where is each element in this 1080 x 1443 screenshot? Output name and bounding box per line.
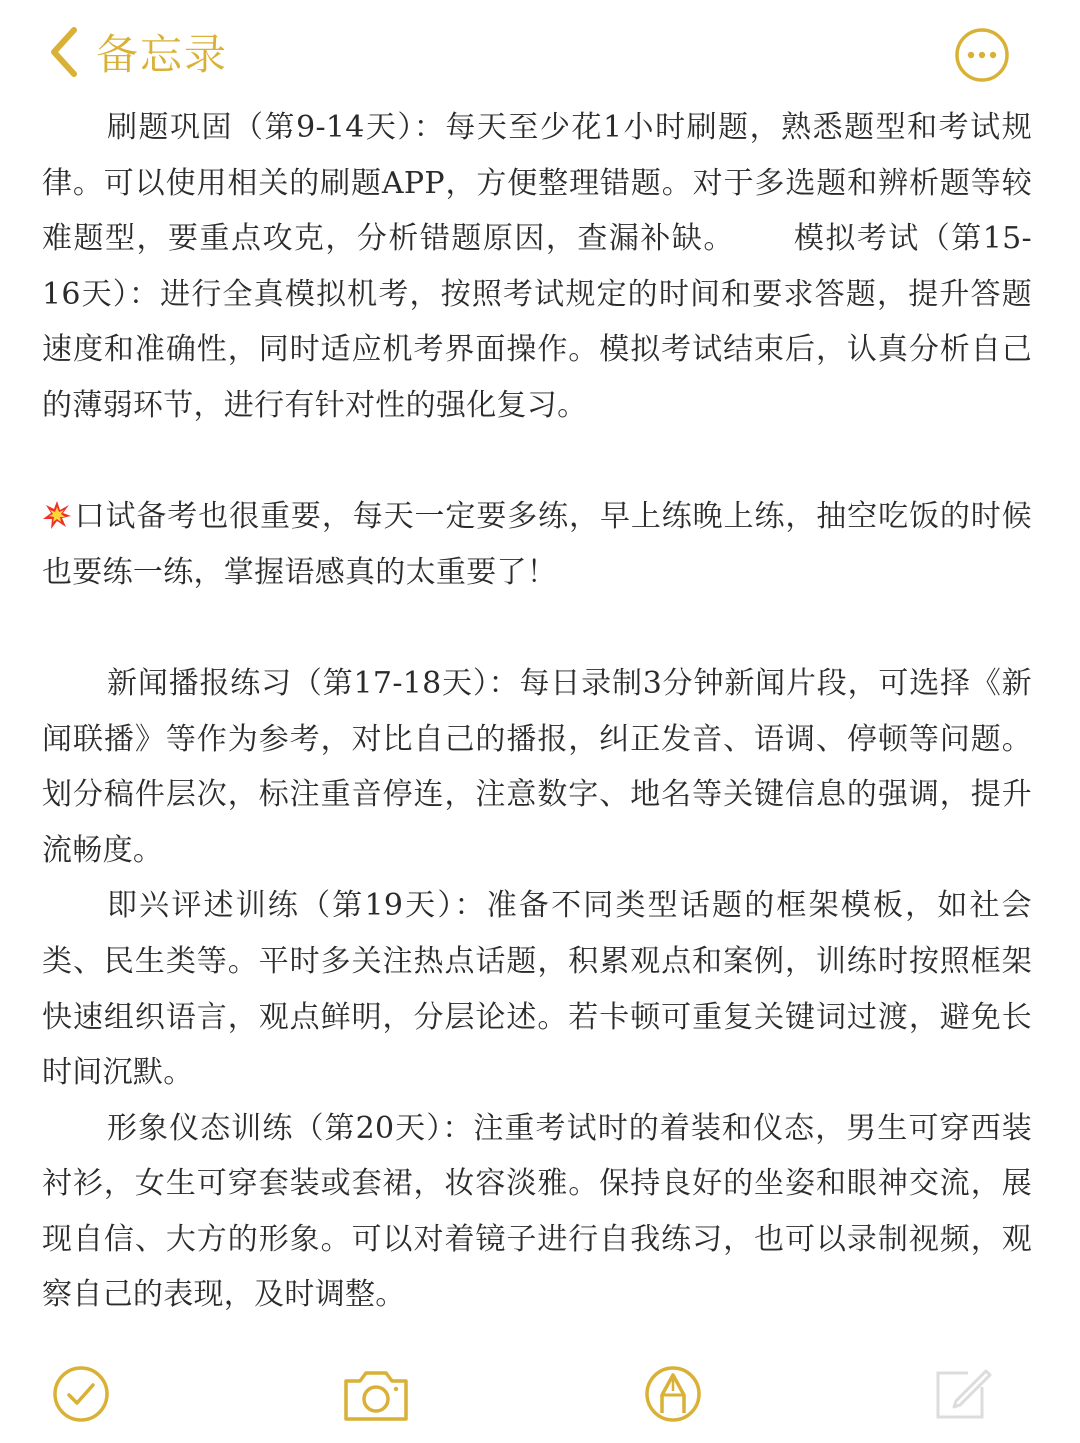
markup-button[interactable]	[640, 1361, 706, 1427]
oral-exam-text: 口试备考也很重要，每天一定要多练，早上练晚上练，抽空吃饭的时候也要练一练，掌握语感真的太重要了！	[42, 499, 1032, 590]
more-horizontal-icon	[954, 27, 1010, 83]
note-paragraph-news-broadcast: 新闻播报练习（第17-18天）：每日录制3分钟新闻片段，可选择《新闻联播》等作为参考，对比自己的播报，纠正发音、语调、停顿等问题。划分稿件层次，标注重音停连，注意数字、地名等关键信息的强调，提升流畅度。	[42, 665, 1032, 868]
note-paragraph-oral-exam	[42, 489, 1032, 600]
compose-button[interactable]	[930, 1361, 996, 1427]
compose-icon	[930, 1361, 996, 1427]
checklist-icon	[48, 1361, 114, 1427]
bottom-toolbar	[0, 1355, 1080, 1435]
note-body[interactable]	[42, 100, 1032, 1323]
camera-icon	[340, 1361, 412, 1427]
navigation-bar	[0, 0, 1080, 100]
back-button[interactable]	[48, 22, 228, 82]
note-paragraph-appearance-training: 形象仪态训练（第20天）：注重考试时的着装和仪态，男生可穿西装衬衫，女生可穿套装或套裙，妆容淡雅。保持良好的坐姿和眼神交流，展现自信、大方的形象。可以对着镜子进行自我练习，也可以录制视频，观察自己的表现，及时调整。	[42, 1110, 1032, 1313]
collision-emoji-icon	[42, 500, 72, 530]
note-paragraph-impromptu-commentary: 即兴评述训练（第19天）：准备不同类型话题的框架模板，如社会类、民生类等。平时多关注热点话题，积累观点和案例，训练时按照框架快速组织语言，观点鲜明，分层论述。若卡顿可重复关键词过渡，避免长时间沉默。	[42, 888, 1032, 1091]
back-button-label: 备忘录	[96, 30, 229, 79]
checklist-button[interactable]	[48, 1361, 114, 1427]
more-button[interactable]	[954, 27, 1010, 83]
camera-button[interactable]	[340, 1361, 412, 1427]
blank-line	[42, 600, 1032, 656]
chevron-left-icon	[48, 26, 78, 78]
blank-line	[42, 434, 1032, 490]
note-paragraph-practice-exam: 刷题巩固（第9-14天）：每天至少花1小时刷题，熟悉题型和考试规律。可以使用相关的刷题APP，方便整理错题。对于多选题和辨析题等较难题型，要重点攻克，分析错题原因，查漏补缺。 模拟考试（第15-16天）：进行全真模拟机考，按照考试规定的时间和要求答题，提升答题速度和准确性，同时适应机考界面操作。模拟考试结束后，认真分析自己的薄弱环节，进行有针对性的强化复习。	[42, 110, 1032, 423]
markup-pen-icon	[640, 1361, 706, 1427]
